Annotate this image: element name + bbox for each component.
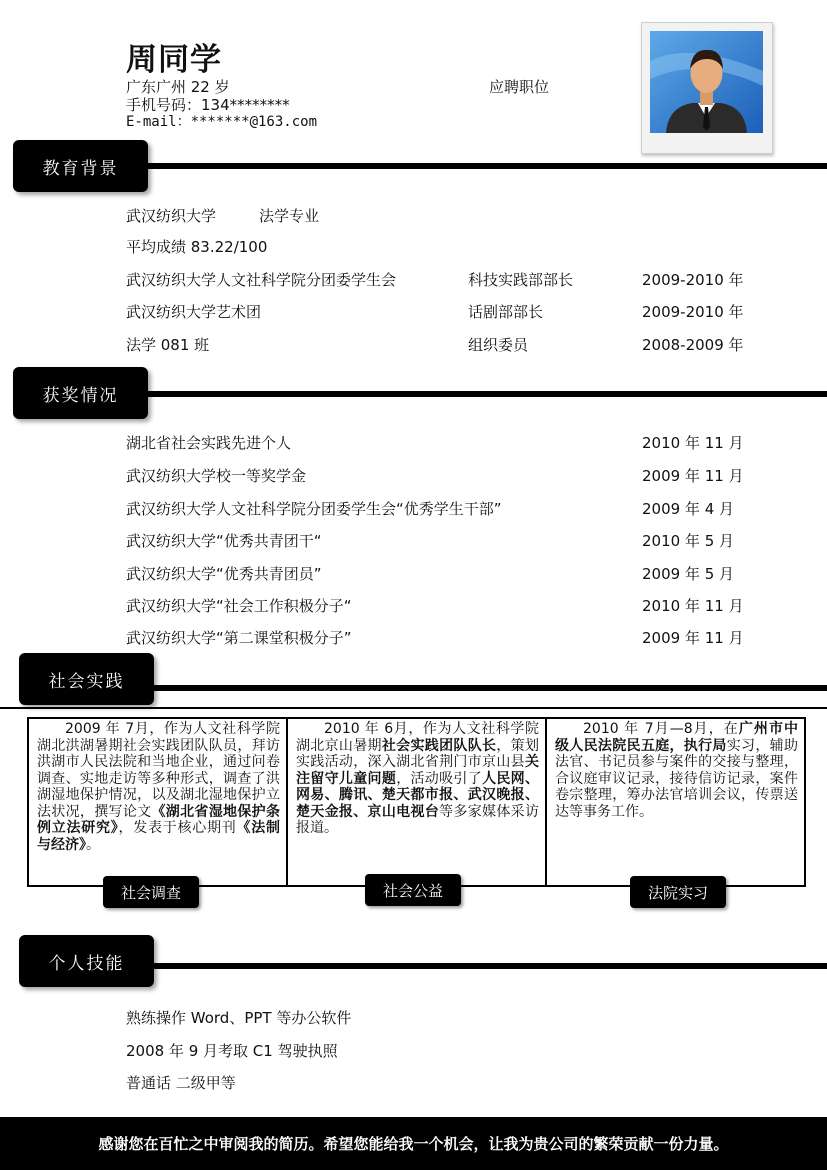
award-time: 2010 年 11 月 (642, 597, 744, 615)
award-name: 武汉纺织大学人文社科学院分团委学生会“优秀学生干部” (126, 500, 502, 518)
role-org: 法学 081 班 (126, 336, 210, 354)
practice-tag-survey: 社会调查 (103, 876, 199, 908)
practice-box-charity (286, 717, 547, 887)
section-header-skills: 个人技能 (19, 935, 154, 987)
profile-photo-frame (641, 22, 773, 154)
practice-text (37, 721, 280, 853)
award-name: 武汉纺织大学“优秀共青团员” (126, 565, 322, 583)
section-header-practice: 社会实践 (19, 653, 154, 705)
highlight-text: 关注留守儿童问题 (296, 754, 539, 787)
body-text: ，活动吸引了 (396, 770, 483, 787)
body-text: 2009 年 7月，作为人文社科学院湖北洪湖暑期社会实践团队队员，拜访洪湖市人民法院和当地企业，通过问卷调查、实地走访等多种形式，调查了洪湖湿地保护情况，以及湖北湿地保护立法状况，撰写论文 (37, 721, 280, 820)
practice-text (555, 721, 798, 820)
position-label: 应聘职位 (489, 78, 550, 96)
award-name: 武汉纺织大学“第二课堂积极分子” (126, 629, 352, 647)
section-divider (153, 685, 827, 691)
body-text: 2010 年 7月—8月，在 (583, 721, 739, 737)
practice-top-rule (0, 707, 827, 709)
role-title: 组织委员 (468, 336, 529, 354)
body-text: 实习，辅助法官、书记员参与案件的交接与整理，合议庭审议记录，接待信访记录，案件卷宗整理，筹办法官培训会议，传票送达等事务工作。 (555, 737, 798, 820)
section-header-education: 教育背景 (13, 140, 148, 192)
skill-item: 普通话 二级甲等 (126, 1074, 236, 1092)
closing-statement: 感谢您在百忙之中审阅我的简历。希望您能给我一个机会，让我为贵公司的繁荣贡献一份力量。 (0, 1117, 827, 1170)
award-time: 2009 年 11 月 (642, 629, 744, 647)
highlight-text: 社会实践团队队长 (381, 737, 497, 754)
role-time: 2009-2010 年 (642, 271, 744, 289)
section-divider (146, 391, 827, 397)
highlight-text: 《法制与经济》 (37, 820, 280, 853)
practice-box-survey (27, 717, 288, 887)
highlight-text: 人民网、网易、腾讯、楚天都市报、武汉晚报、楚天金报、京山电视台 (296, 770, 539, 820)
candidate-name: 周同学 (126, 42, 222, 78)
award-time: 2009 年 11 月 (642, 467, 744, 485)
practice-tag-internship: 法院实习 (630, 876, 726, 908)
highlight-text: 广州市中级人民法院民五庭，执行局 (555, 721, 799, 754)
practice-tag-charity: 社会公益 (365, 874, 461, 906)
skill-item: 2008 年 9 月考取 C1 驾驶执照 (126, 1042, 338, 1060)
role-title: 科技实践部部长 (468, 271, 574, 289)
education-school: 武汉纺织大学 (126, 207, 217, 225)
award-time: 2010 年 5 月 (642, 532, 735, 550)
award-name: 武汉纺织大学校一等奖学金 (126, 467, 307, 485)
role-time: 2009-2010 年 (642, 303, 744, 321)
highlight-text: 《湖北省湿地保护条例立法研究》 (37, 803, 280, 836)
email-address: E-mail：*******@163.com (126, 114, 318, 130)
section-divider (153, 963, 827, 969)
section-header-awards: 获奖情况 (13, 367, 148, 419)
body-text: 等多家媒体采访报道。 (296, 803, 539, 836)
education-gpa: 平均成绩 83.22/100 (126, 238, 268, 256)
role-title: 话剧部部长 (468, 303, 544, 321)
profile-photo-avatar (650, 31, 763, 133)
section-divider (146, 163, 827, 169)
phone-number: 手机号码：134******** (126, 96, 290, 114)
body-text: ，发表于核心期刊 (118, 820, 237, 836)
role-time: 2008-2009 年 (642, 336, 744, 354)
award-name: 湖北省社会实践先进个人 (126, 434, 292, 452)
location-age: 广东广州 22 岁 (126, 78, 230, 96)
practice-text (296, 721, 539, 837)
role-org: 武汉纺织大学人文社科学院分团委学生会 (126, 271, 397, 289)
body-text: 2010 年 6月，作为人文社科学院湖北京山暑期 (296, 721, 539, 754)
body-text: ，策划实践活动，深入湖北省荆门市京山县 (296, 737, 539, 770)
body-text: 。 (86, 836, 100, 853)
award-time: 2009 年 4 月 (642, 500, 735, 518)
education-major: 法学专业 (259, 207, 320, 225)
practice-box-internship (545, 717, 806, 887)
award-name: 武汉纺织大学“社会工作积极分子“ (126, 597, 352, 615)
award-time: 2010 年 11 月 (642, 434, 744, 452)
role-org: 武汉纺织大学艺术团 (126, 303, 262, 321)
award-time: 2009 年 5 月 (642, 565, 735, 583)
skill-item: 熟练操作 Word、PPT 等办公软件 (126, 1009, 352, 1027)
award-name: 武汉纺织大学“优秀共青团干“ (126, 532, 322, 550)
